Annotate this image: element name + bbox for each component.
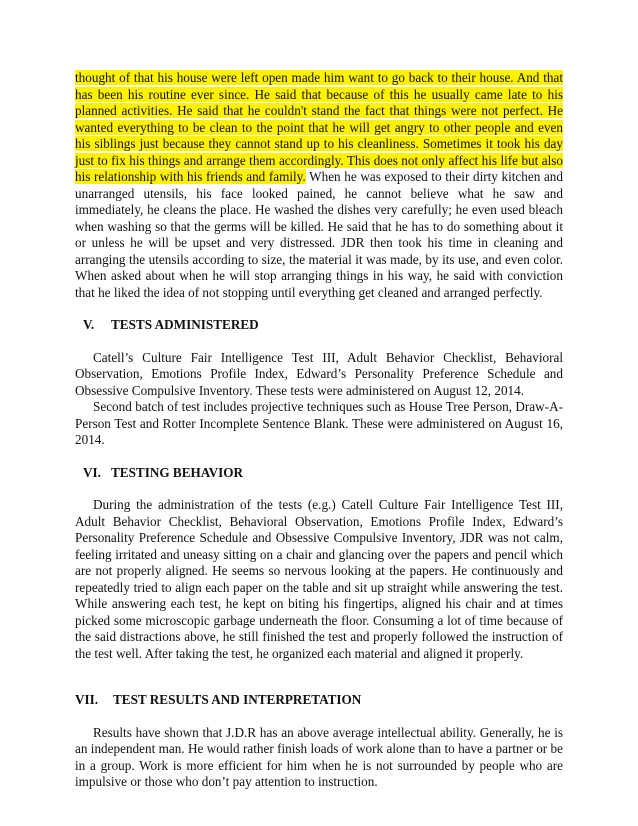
section-heading-results <box>75 692 563 709</box>
section-number: VI. <box>83 464 101 480</box>
tests-paragraph-2: Second batch of test includes projective techniques such as House Tree Person, Draw-A-Person Test and Rotter Incomplete Sentence Blank. These were administered on August 16, 2014. <box>75 399 563 447</box>
intro-paragraph <box>75 70 563 301</box>
section-title: TESTING BEHAVIOR <box>111 464 244 480</box>
document-page <box>75 70 563 791</box>
behavior-paragraph: During the administration of the tests (e.g.) Catell Culture Fair Intelligence Test III, Adult Behavior Checklist, Behavioral Observation, Emotions Profile Index, Edward’s Personality Preference Schedule and Obsessive Compulsive Inventory, JDR was not calm, feeling irritated and uneasy sitting on a chair and glancing over the papers and pencil which are not properly aligned. He seems so nervous looking at the papers. He continuously and repeatedly tried to align each paper on the table and sit up straight while answering the test. While answering each test, he kept on biting his fingertips, aligned his chair and at times picked some microscopic garbage underneath the floor. Consuming a lot of time because of the said distractions above, he still finished the test and properly followed the instruction of the test well. After taking the test, he organized each material and aligned it properly. <box>75 497 563 661</box>
results-paragraph: Results have shown that J.D.R has an above average intellectual ability. Generally, he is an independent man. He would rather finish loads of work alone than to have a partner or be in a group. Work is more efficient for him when he is not surrounded by people who are impulsive or those who don’t pay attention to instruction. <box>75 724 563 789</box>
section-number: VII. <box>75 692 99 707</box>
intro-text: When he was exposed to their dirty kitchen and unarranged utensils, his face looked pained, he cannot believe what he saw and immediately, he cleans the place. He washed the dishes very carefully; he even used bleach when washing so that the germs will be killed. He said that he has to do something about it or unless he will be upset and very distressed. JDR then took his time in cleaning and arranging the utensils according to size, the material it was made, by its use, and even color. When asked about when he will stop arranging things in his way, he said with conviction that he liked the idea of not stopping until everything get cleaned and arranged perfectly. <box>75 169 563 300</box>
section-heading-tests <box>75 317 563 334</box>
section-title: TESTS ADMINISTERED <box>111 317 259 332</box>
section-title: TEST RESULTS AND INTERPRETATION <box>113 692 362 707</box>
tests-paragraph-1: Catell’s Culture Fair Intelligence Test III, Adult Behavior Checklist, Behavioral Observation, Emotions Profile Index, Edward’s Personality Preference Schedule and Obsessive Compulsive Inventory. These tests were administered on August 12, 2014. <box>75 349 563 398</box>
section-number: V. <box>83 317 95 332</box>
section-heading-behavior <box>75 465 563 482</box>
highlighted-text: thought of that his house were left open made him want to go back to their house. And that has been his routine ever since. He said that because of this he usually came late to his planned activities. He said that he couldn't stand the fact that things were not perfect. He wanted everything to be clean to the point that he will get angry to other people and even his siblings just because they cannot stand up to his cleanliness. Sometimes it took his day just to fix his things and arrange them accordingly. This does not only affect his life but also his relationship with his friends and family. <box>75 70 563 184</box>
